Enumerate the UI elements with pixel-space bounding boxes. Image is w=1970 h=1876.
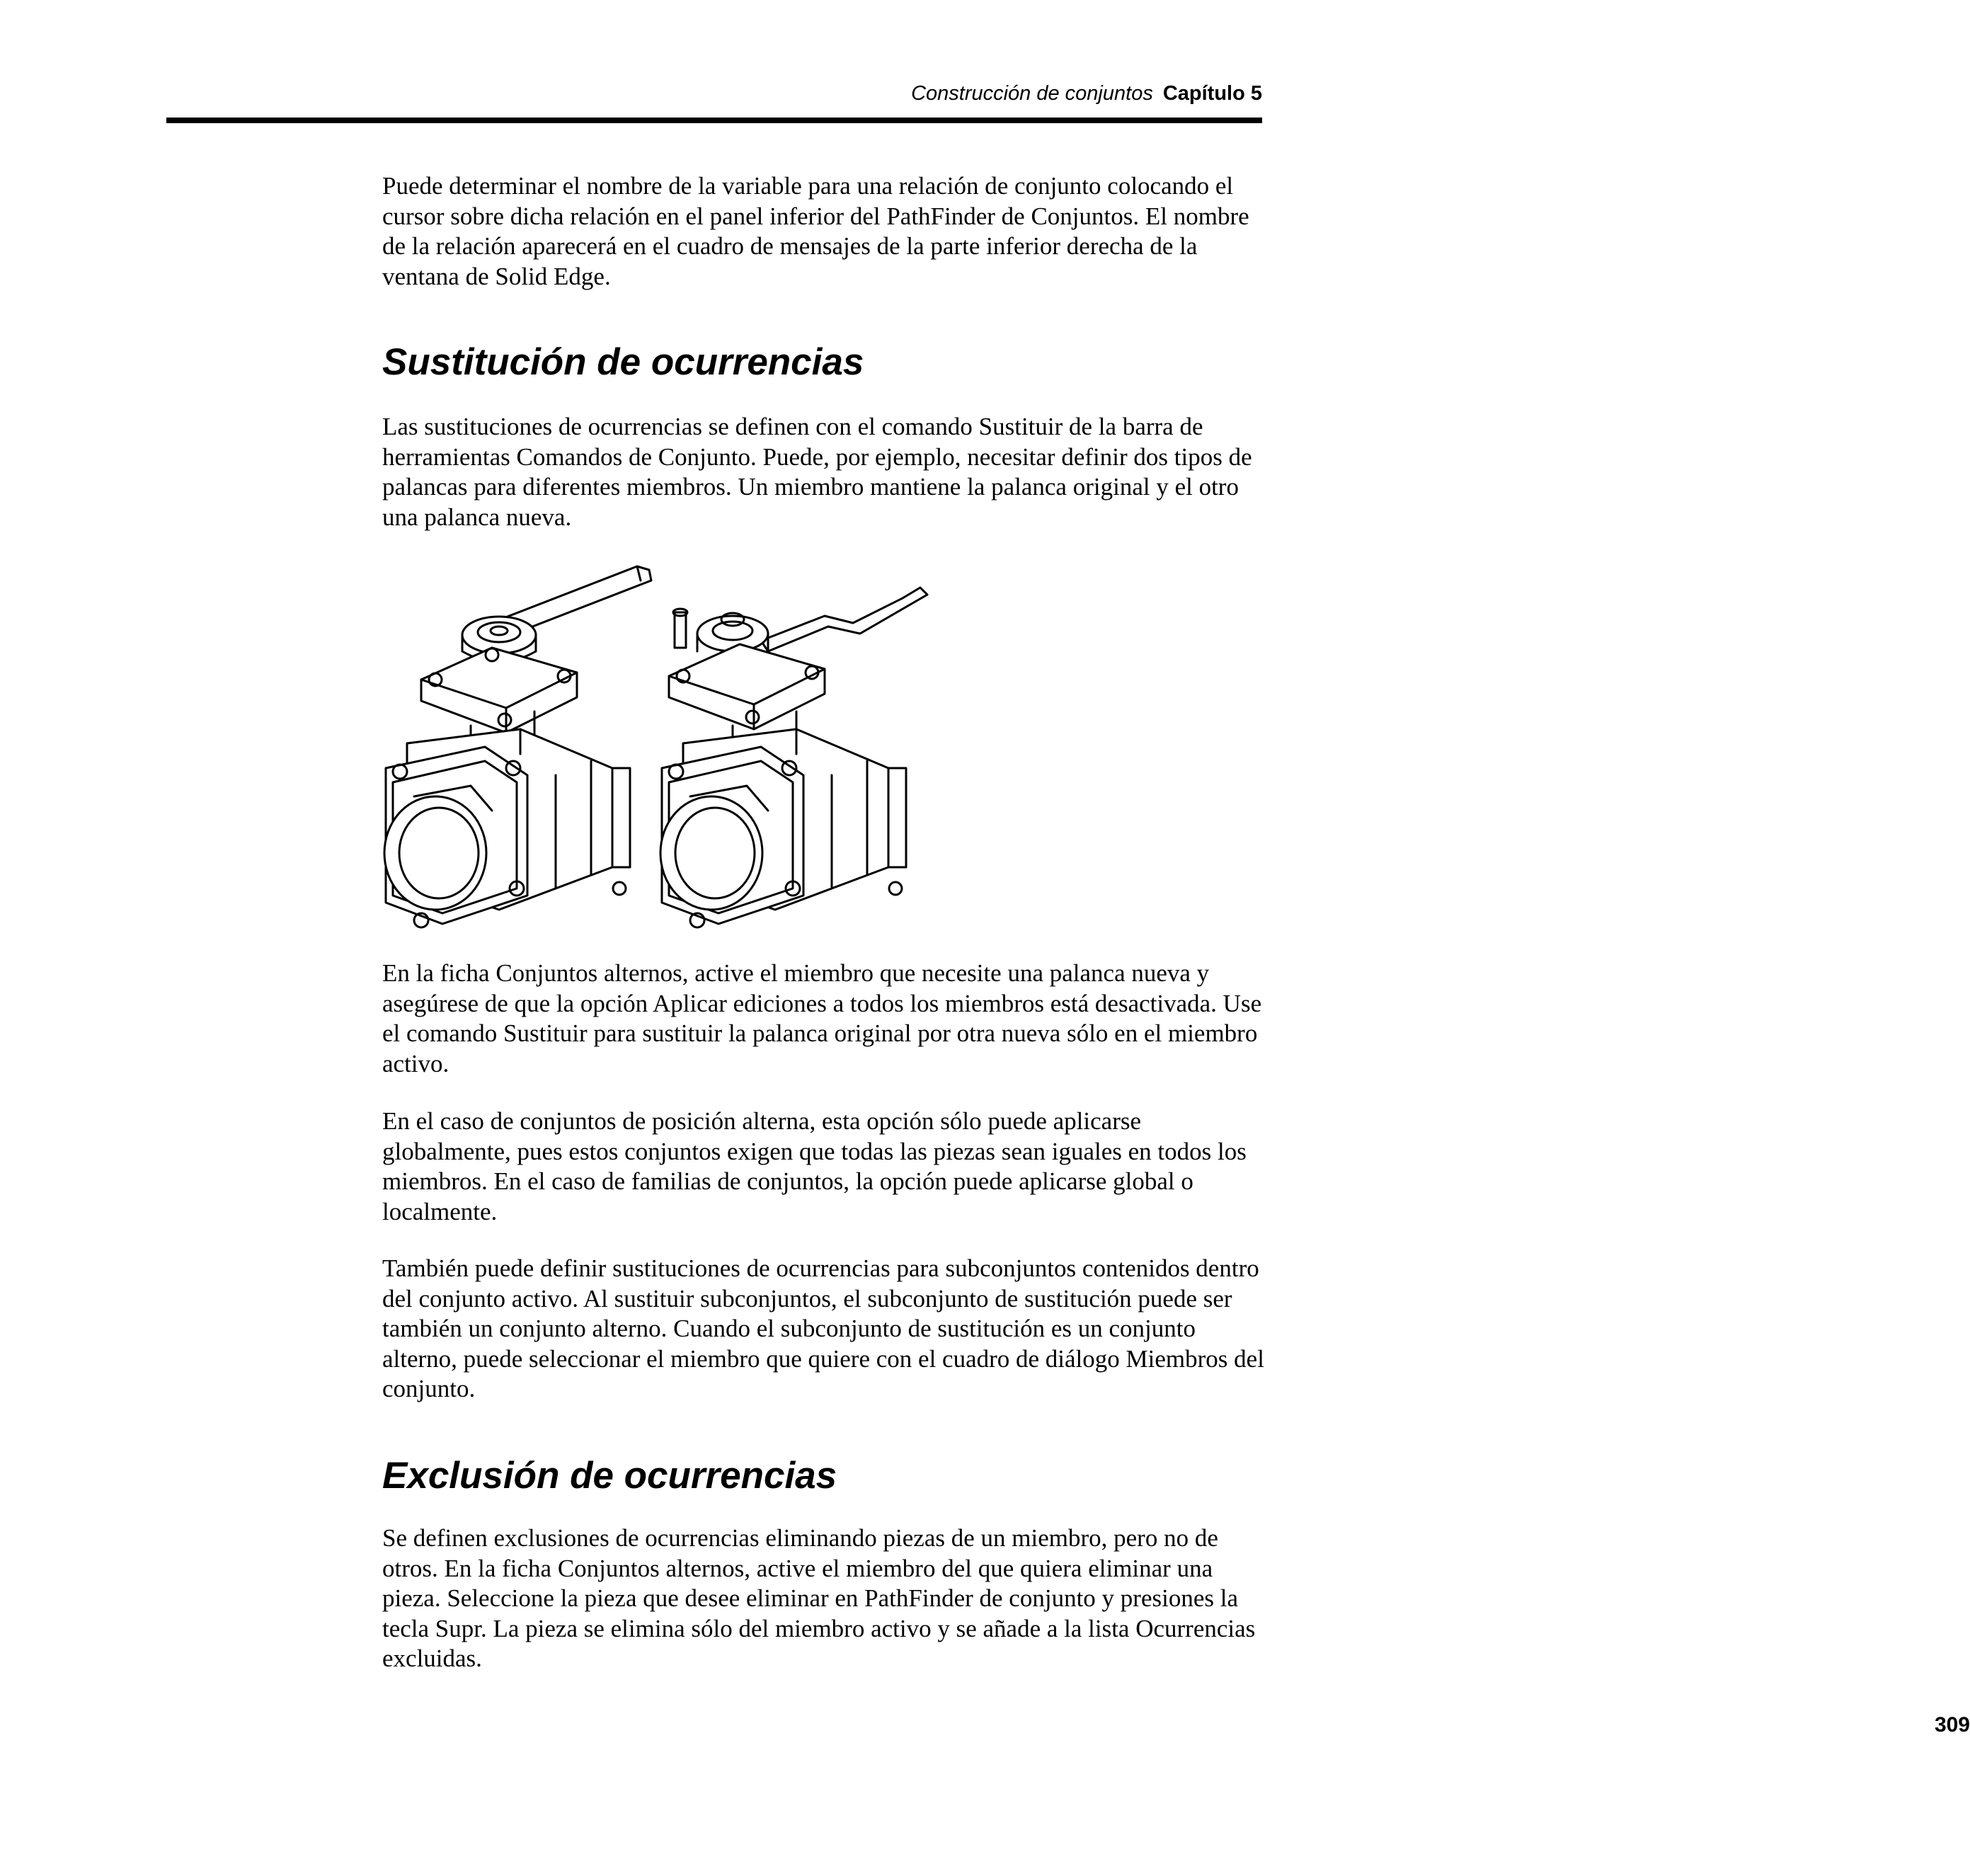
section1-paragraph3: En el caso de conjuntos de posición alterna, esta opción sólo puede aplicarse globalmente, pues estos conjuntos exigen que todas las piezas sean iguales en todos los miembros. En el caso de familias de conjuntos, la opción puede aplicarse global o localmente.	[382, 1107, 1247, 1225]
header-rule	[166, 118, 1262, 123]
chapter-title: Construcción de conjuntos	[911, 82, 1153, 105]
valve-assemblies-figure	[379, 556, 945, 942]
intro-paragraph: Puede determinar el nombre de la variable para una relación de conjunto colocando el cursor sobre dicha relación en el panel inferior del PathFinder de Conjuntos. El nombre de la relación aparecerá en el cuadro de mensajes de la parte inferior derecha de la ventana de Solid Edge.	[382, 172, 1249, 290]
section2-paragraph1-block	[382, 1523, 1267, 1674]
running-header	[166, 82, 1262, 116]
section-heading-exclusion: Exclusión de ocurrencias	[382, 1455, 837, 1497]
page-number: 309	[1934, 1713, 1970, 1737]
section1-paragraph1: Las sustituciones de ocurrencias se definen con el comando Sustituir de la barra de herramientas Comandos de Conjunto. Puede, por ejemplo, necesitar definir dos tipos de palancas para diferentes miembros. Un miembro mantiene la palanca original y el otro una palanca nueva.	[382, 413, 1252, 531]
section1-paragraph2-block	[382, 959, 1267, 1079]
section2-paragraph1: Se definen exclusiones de ocurrencias eliminando piezas de un miembro, pero no de otros. En la ficha Conjuntos alternos, active el miembro del que quiera eliminar una pieza. Seleccione la pieza que desee eliminar en PathFinder de conjunto y presiones la tecla Supr. La pieza se elimina sólo del miembro activo y se añade a la lista Ocurrencias excluidas.	[382, 1524, 1256, 1672]
section1-paragraph3-block	[382, 1106, 1267, 1227]
section1-paragraph4: También puede definir sustituciones de ocurrencias para subconjuntos contenidos dentro del conjunto activo. Al sustituir subconjuntos, el subconjunto de sustitución puede ser también un conjunto alterno. Cuando el subconjunto de sustitución es un conjunto alterno, puede seleccionar el miembro que quiere con el cuadro de diálogo Miembros del conjunto.	[382, 1254, 1264, 1402]
valve-original-handle-drawing	[384, 566, 651, 927]
section1-paragraph4-block	[382, 1254, 1267, 1405]
valve-new-handle-drawing	[660, 588, 927, 927]
chapter-number: Capítulo 5	[1162, 82, 1262, 105]
section1-paragraph1-block	[382, 412, 1267, 532]
section1-paragraph2: En la ficha Conjuntos alternos, active el miembro que necesite una palanca nueva y asegúrese de que la opción Aplicar ediciones a todos los miembros está desactivada. Use el comando Sustituir para sustituir la palanca original por otra nueva sólo en el miembro activo.	[382, 959, 1262, 1077]
section-heading-sustitucion: Sustitución de ocurrencias	[382, 341, 864, 383]
intro-paragraph-block	[382, 171, 1267, 292]
